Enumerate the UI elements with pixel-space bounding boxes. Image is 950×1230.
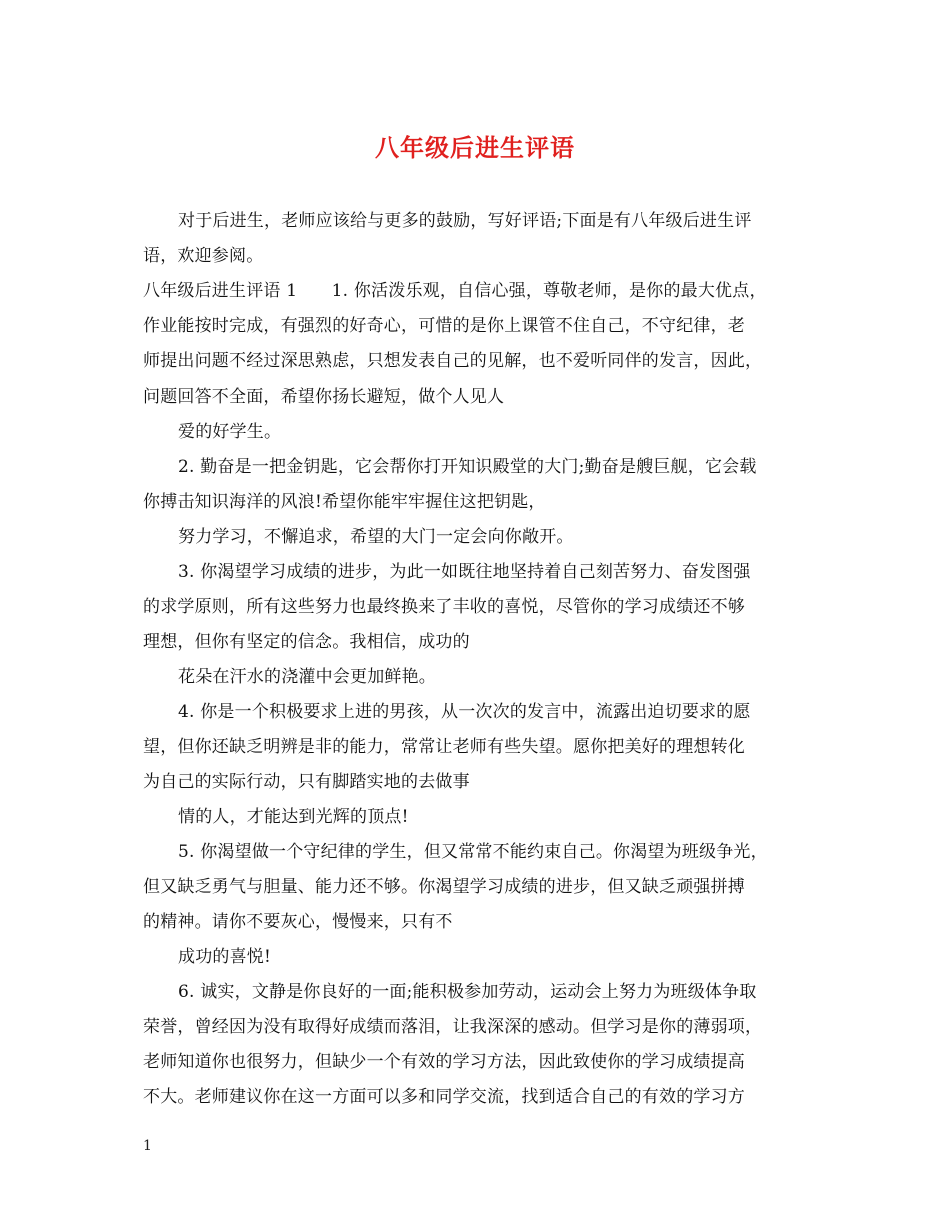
text-line: 4. 你是一个积极要求上进的男孩，从一次次的发言中，流露出迫切要求的愿 [178,702,751,722]
text-line: 作业能按时完成，有强烈的好奇心，可惜的是你上课管不住自己，不守纪律，老 [143,316,745,336]
text-line: 问题回答不全面，希望你扬长避短，做个人见人 [143,387,505,407]
text-line: 语，欢迎参阅。 [143,246,264,266]
text-line: 你搏击知识海洋的风浪!希望你能牢牢握住这把钥匙， [143,492,546,512]
text-line: 5. 你渴望做一个守纪律的学生，但又常常不能约束自己。你渴望为班级争光， [178,842,768,862]
text-line: 的求学原则，所有这些努力也最终换来了丰收的喜悦，尽管你的学习成绩还不够 [143,597,745,617]
page-number: 1 [143,1138,152,1154]
text-line: 花朵在汗水的浇灌中会更加鲜艳。 [178,667,436,687]
text-line: 为自己的实际行动，只有脚踏实地的去做事 [143,772,470,792]
text-line: 情的人，才能达到光辉的顶点! [178,807,409,827]
text-line: 对于后进生，老师应该给与更多的鼓励，写好评语;下面是有八年级后进生评 [178,211,752,231]
text-line: 2. 勤奋是一把金钥匙，它会帮你打开知识殿堂的大门;勤奋是艘巨舰，它会载 [178,457,757,477]
text-line: 理想，但你有坚定的信念。我相信，成功的 [143,632,470,652]
page-title: 八年级后进生评语 [375,134,575,162]
text-line: 望，但你还缺乏明辨是非的能力，常常让老师有些失望。愿你把美好的理想转化 [143,737,745,757]
text-line: 师提出问题不经过深思熟虑，只想发表自己的见解，也不爱听同伴的发言，因此， [143,351,763,371]
text-line: 努力学习，不懈追求，希望的大门一定会向你敞开。 [178,527,574,547]
text-line: 老师知道你也很努力，但缺少一个有效的学习方法，因此致使你的学习成绩提高 [143,1052,745,1072]
text-line: 6. 诚实，文静是你良好的一面;能积极参加劳动，运动会上努力为班级体争取 [178,982,757,1002]
text-line: 但又缺乏勇气与胆量、能力还不够。你渴望学习成绩的进步，但又缺乏顽强拼搏 [143,877,745,897]
text-line: 3. 你渴望学习成绩的进步，为此一如既往地坚持着自己刻苦努力、奋发图强 [178,562,751,582]
text-line: 八年级后进生评语 1 1. 你活泼乐观，自信心强，尊敬老师，是你的最大优点， [143,281,767,301]
text-line: 荣誉，曾经因为没有取得好成绩而落泪，让我深深的感动。但学习是你的薄弱项， [143,1017,763,1037]
text-line: 不大。老师建议你在这一方面可以多和同学交流，找到适合自己的有效的学习方 [143,1087,745,1107]
text-line: 的精神。请你不要灰心，慢慢来，只有不 [143,912,453,932]
text-line: 成功的喜悦! [178,947,272,967]
text-line: 爱的好学生。 [178,422,282,442]
